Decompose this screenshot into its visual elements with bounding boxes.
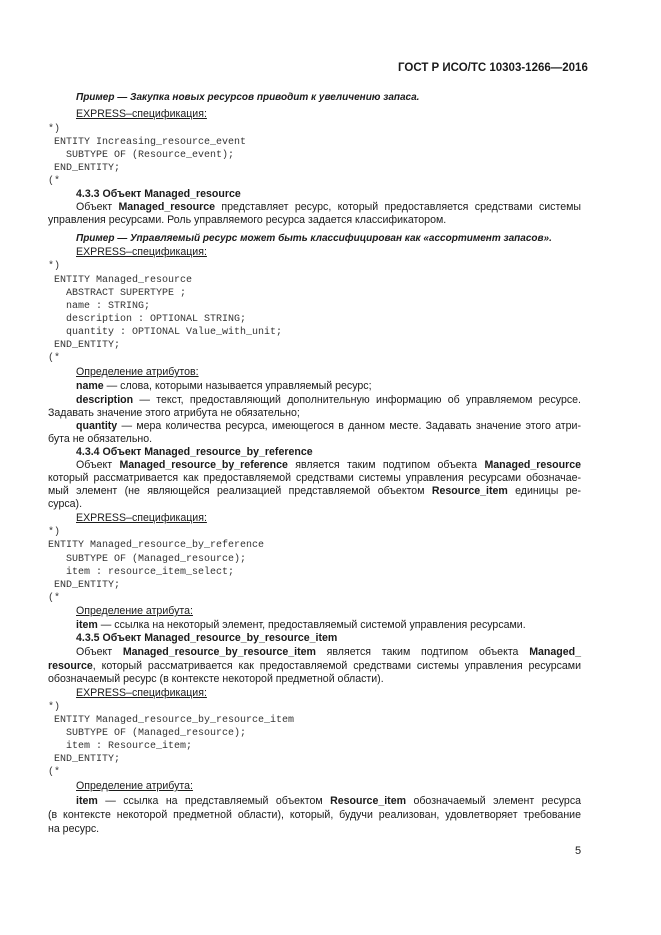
attribute-definition: name — слова, которыми называется управляемый ресурс; (76, 380, 372, 392)
paragraph-line: (в контексте некоторой предметной области), который, будучи реализован, удовлетворяет требование (48, 809, 581, 821)
code-line: END_ENTITY; (48, 340, 121, 351)
paragraph-line: мый элемент (не являющейся реализацией представляемой объектом Resource_item единицы ре- (48, 485, 582, 497)
code-line: ABSTRACT SUPERTYPE ; (48, 288, 187, 299)
express-label: EXPRESS–спецификация: (76, 687, 207, 699)
express-label: EXPRESS–спецификация: (76, 246, 207, 258)
paragraph-line: Объект Managed_resource_by_reference является таким подтипом объекта Managed_resource (76, 459, 581, 471)
paragraph-line: Задавать значение этого атрибута не обязательно; (48, 407, 300, 419)
document-header: ГОСТ Р ИСО/ТС 10303-1266—2016 (398, 62, 588, 74)
code-line: SUBTYPE OF (Managed_resource); (48, 554, 247, 565)
attribute-label: Определение атрибута: (76, 780, 193, 792)
code-line: quantity : OPTIONAL Value_with_unit; (48, 327, 283, 338)
page-number: 5 (575, 845, 582, 857)
paragraph-line: управления ресурсами. Роль управляемого ресурса задается классификатором. (48, 214, 447, 226)
code-line: (* (48, 593, 61, 604)
code-line: SUBTYPE OF (Resource_event); (48, 150, 235, 161)
code-line: description : OPTIONAL STRING; (48, 314, 247, 325)
attribute-definition: quantity — мера количества ресурса, имеющегося в данном месте. Задавать значение этого атри- (76, 420, 581, 432)
attribute-definition: item — ссылка на представляемый объектом Resource_item обозначаемый элемент ресурса (76, 795, 582, 807)
code-line: (* (48, 353, 61, 364)
code-line: ENTITY Managed_resource_by_reference (48, 540, 265, 551)
section-heading: 4.3.3 Объект Managed_resource (76, 188, 241, 200)
paragraph-line: сурса). (48, 498, 83, 510)
paragraph-line: который рассматривается как предоставляемой средствами системы управления ресурсами обозначае- (48, 472, 581, 484)
code-line: item : resource_item_select; (48, 567, 235, 578)
code-line: ENTITY Increasing_resource_event (48, 137, 247, 148)
paragraph-line: бута не обязательно. (48, 433, 153, 445)
attribute-label: Определение атрибута: (76, 605, 193, 617)
code-line: item : Resource_item; (48, 741, 193, 752)
example-note: Пример — Закупка новых ресурсов приводит к увеличению запаса. (76, 92, 420, 103)
section-heading: 4.3.4 Объект Managed_resource_by_reference (76, 446, 313, 458)
code-line: *) (48, 261, 61, 272)
code-line: *) (48, 124, 61, 135)
code-line: name : STRING; (48, 301, 151, 312)
code-line: SUBTYPE OF (Managed_resource); (48, 728, 247, 739)
paragraph-line: обозначаемый ресурс (в контексте некоторой предметной области). (48, 673, 384, 685)
code-line: *) (48, 527, 61, 538)
code-line: END_ENTITY; (48, 754, 121, 765)
attribute-definition: item — ссылка на некоторый элемент, предоставляемый системой управления ресурсами. (76, 619, 526, 631)
paragraph-line: resource, который рассматривается как предоставляемой средствами системы управления ресурсами (48, 660, 581, 672)
paragraph-line: Объект Managed_resource представляет ресурс, который предоставляется средствами системы (76, 201, 581, 213)
paragraph-line: на ресурс. (48, 823, 100, 835)
code-line: END_ENTITY; (48, 580, 121, 591)
code-line: (* (48, 176, 61, 187)
code-line: END_ENTITY; (48, 163, 121, 174)
express-label: EXPRESS–спецификация: (76, 108, 207, 120)
code-line: ENTITY Managed_resource (48, 275, 193, 286)
code-line: ENTITY Managed_resource_by_resource_item (48, 715, 295, 726)
code-line: (* (48, 767, 61, 778)
express-label: EXPRESS–спецификация: (76, 512, 207, 524)
code-line: *) (48, 702, 61, 713)
paragraph-line: Объект Managed_resource_by_resource_item является таким подтипом объекта Managed_ (76, 646, 581, 658)
attribute-definition: description — текст, предоставляющий дополнительную информацию об управляемом ресурсе. (76, 394, 581, 406)
attributes-label: Определение атрибутов: (76, 366, 199, 378)
section-heading: 4.3.5 Объект Managed_resource_by_resource_item (76, 632, 338, 644)
example-note: Пример — Управляемый ресурс может быть классифицирован как «ассортимент запасов». (76, 233, 552, 244)
